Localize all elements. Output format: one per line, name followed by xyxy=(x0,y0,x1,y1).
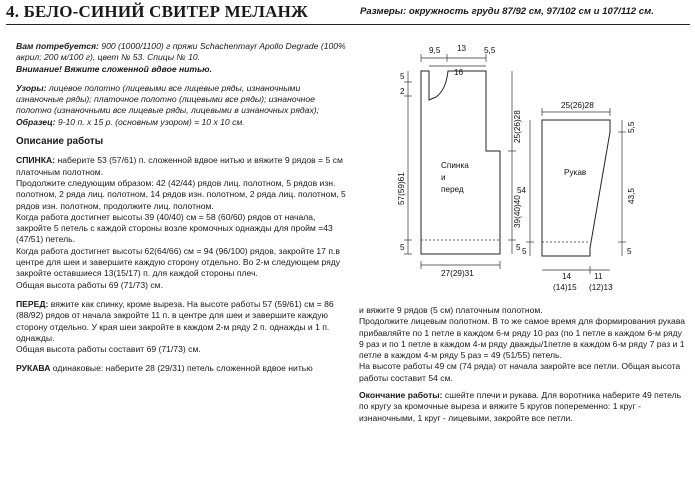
body-dim-left-top-5: 5 xyxy=(400,72,405,81)
sleeve-dim-top-width: 25(26)28 xyxy=(561,101,594,110)
sleeve-dim-bottom-right-1: 11 xyxy=(594,272,603,281)
back-text-1: наберите 53 (57/61) п. сложенной вдвое нитью и вяжите 9 рядов = 5 см платочным полотном. xyxy=(16,155,343,177)
finishing-paragraph xyxy=(359,390,689,424)
sleeves-text-1: одинаковые: наберите 28 (29/31) петель сложенной вдвое нитью xyxy=(52,363,313,374)
sleeve-dim-bottom-left-1: 14 xyxy=(562,272,572,281)
sleeve-dim-right-slope: 43,5 xyxy=(627,188,636,204)
body-name-2: и xyxy=(441,173,446,182)
sleeve-name: Рукав xyxy=(564,168,587,177)
body-dim-left-top-2: 2 xyxy=(400,87,405,96)
sleeves-paragraph-5: На высоте работы 49 см (74 ряда) от начала закройте все петли. Общая высота работы составит 54 см. xyxy=(359,361,681,383)
body-dim-right-bottom-5: 5 xyxy=(516,243,521,252)
body-dim-right-lower: 39(40)40 xyxy=(513,195,522,228)
sleeve-dim-right-bottom-5: 5 xyxy=(627,247,632,256)
materials-text: 900 (1000/1100) г пряжи Schachenmayr Apollo Degrade (100% акрил; 200 м/100 г), цвет № 53. Спицы № 10. xyxy=(16,41,346,63)
body-dim-top-width: 16 xyxy=(454,68,464,77)
body-dim-left-total: 57(59)61 xyxy=(397,172,406,205)
front-label: ПЕРЕД: xyxy=(16,298,49,309)
sizes-line: Размеры: окружность груди 87/92 см, 97/102 см и 107/112 см. xyxy=(360,6,654,17)
back-paragraph-4: Когда работа достигнет высоты 62(64/66) см = 94 (96/100) рядов, закройте 17 п.в центре для шеи и завершите каждую сторону отдельно. Во 2-м следующем ряду закройте оставшиеся 13(15/17) п. для каждой стороны плеч. xyxy=(16,245,341,279)
sleeve-dim-left-bottom-5: 5 xyxy=(522,247,527,256)
back-label: СПИНКА: xyxy=(16,155,56,166)
materials-label: Вам потребуется: xyxy=(16,41,99,51)
body-dim-bottom-width: 27(29)31 xyxy=(441,269,474,278)
sleeve-dim-right-top: 5,5 xyxy=(627,121,636,133)
sleeves-paragraph-3: Продолжите лицевым полотном. В то же самое время для формирования рукава прибавляйте по 1 петле в каждом 6-м ряду 10 раз (по 1 петле в каждом 6-м ряду xyxy=(359,316,686,338)
body-name-3: перед xyxy=(441,185,464,194)
back-paragraph-3: Когда работа достигнет высоты 39 (40/40) см = 58 (60/60) рядов от начала, закройте 5 петель с каждой стороны возле кромочных однажды для пройм =43 (47/51) петель. xyxy=(16,211,333,245)
front-text-1: вяжите как спинку, кроме выреза. На высоте работы 57 (59/61) см = 86 (88/92) рядов от начала закройте 11 п. в центре для шеи и завершите каждую сторону отдельно. У края шеи закройте в каждом 2-м ряду 2 п. однажды и 1 п. однажды. xyxy=(16,298,334,343)
body-dim-left-bottom-5: 5 xyxy=(400,243,405,252)
sleeve-dim-bottom-right-2: (12)13 xyxy=(589,283,613,292)
description-title: Описание работы xyxy=(16,136,104,148)
body-dim-top-right: 5,5 xyxy=(484,46,496,55)
gauge-text: 9-10 п. х 15 р. (основным узором) = 10 х 10 см. xyxy=(57,116,245,127)
body-dim-top-shoulder: 9,5 xyxy=(429,46,441,55)
sleeve-dimension-lines xyxy=(526,108,626,274)
pattern-title: 4. БЕЛО-СИНИЙ СВИТЕР МЕЛАНЖ xyxy=(6,2,309,21)
front-paragraph-2: Общая высота работы составит 69 (71/73) см. xyxy=(16,344,201,355)
back-paragraph-2: Продолжите следующим образом: 42 (42/44) рядов лиц. полотном, 5 рядов изн. полотном, 2 ряда лиц. полотном, 14 рядов изн. полотном, 2 ряда лиц. полотном, 5 рядов изн. полотном, продолжите лиц. полотном. xyxy=(16,177,346,211)
body-labels xyxy=(397,44,522,278)
finishing-label: Окончание работы: xyxy=(359,390,443,401)
gauge-label: Образец: xyxy=(16,116,56,127)
sleeve-dim-bottom-left-2: (14)15 xyxy=(553,283,577,292)
sleeves-paragraph-1 xyxy=(16,363,346,374)
body-dim-top-neck: 13 xyxy=(457,44,467,53)
body-name-1: Спинка xyxy=(441,161,469,170)
patterns-text: лицевое полотно (лицевыми все лицевые ряды, изнаночными изнаночные ряды); платочное полотно (лицевыми все ряды); изнаночное полотно (изнаночными все лицевые ряды, лицевыми в изнаночных рядах); xyxy=(16,82,320,116)
body-dim-right-armhole: 25(26)28 xyxy=(513,110,522,143)
right-column xyxy=(359,305,689,424)
back-paragraph-5: Общая высота работы 69 (71/73) см. xyxy=(16,279,163,290)
finishing-text: сшейте плечи и рукава. Для воротника наберите 49 петель по кругу за кромочные выреза и вяжите 5 кругов попеременно: 1 круг - изнаночными, 1 круг - лицевыми, закройте все петли. xyxy=(359,390,682,423)
materials-note: Внимание! Вяжите сложенной вдвое нитью. xyxy=(16,63,212,74)
sleeves-paragraph-2: и вяжите 9 рядов (5 см) платочным полотном. xyxy=(359,305,543,315)
sleeves-label: РУКАВА xyxy=(16,363,51,374)
patterns-label: Узоры: xyxy=(16,82,47,93)
sleeve-dim-left-total: 54 xyxy=(517,186,527,195)
sleeve-labels xyxy=(517,101,636,292)
front-paragraph-1 xyxy=(16,299,346,344)
sleeve-piece-outline xyxy=(542,120,610,256)
sleeves-paragraph-4: 9 раз и по 1 петле в каждом 4-м ряду дважды/1петле в каждом 6-м ряду 7 раз и 1 петле в каждом 4-м ряду 5 раз = 49 (51/55) петель. xyxy=(359,338,685,361)
